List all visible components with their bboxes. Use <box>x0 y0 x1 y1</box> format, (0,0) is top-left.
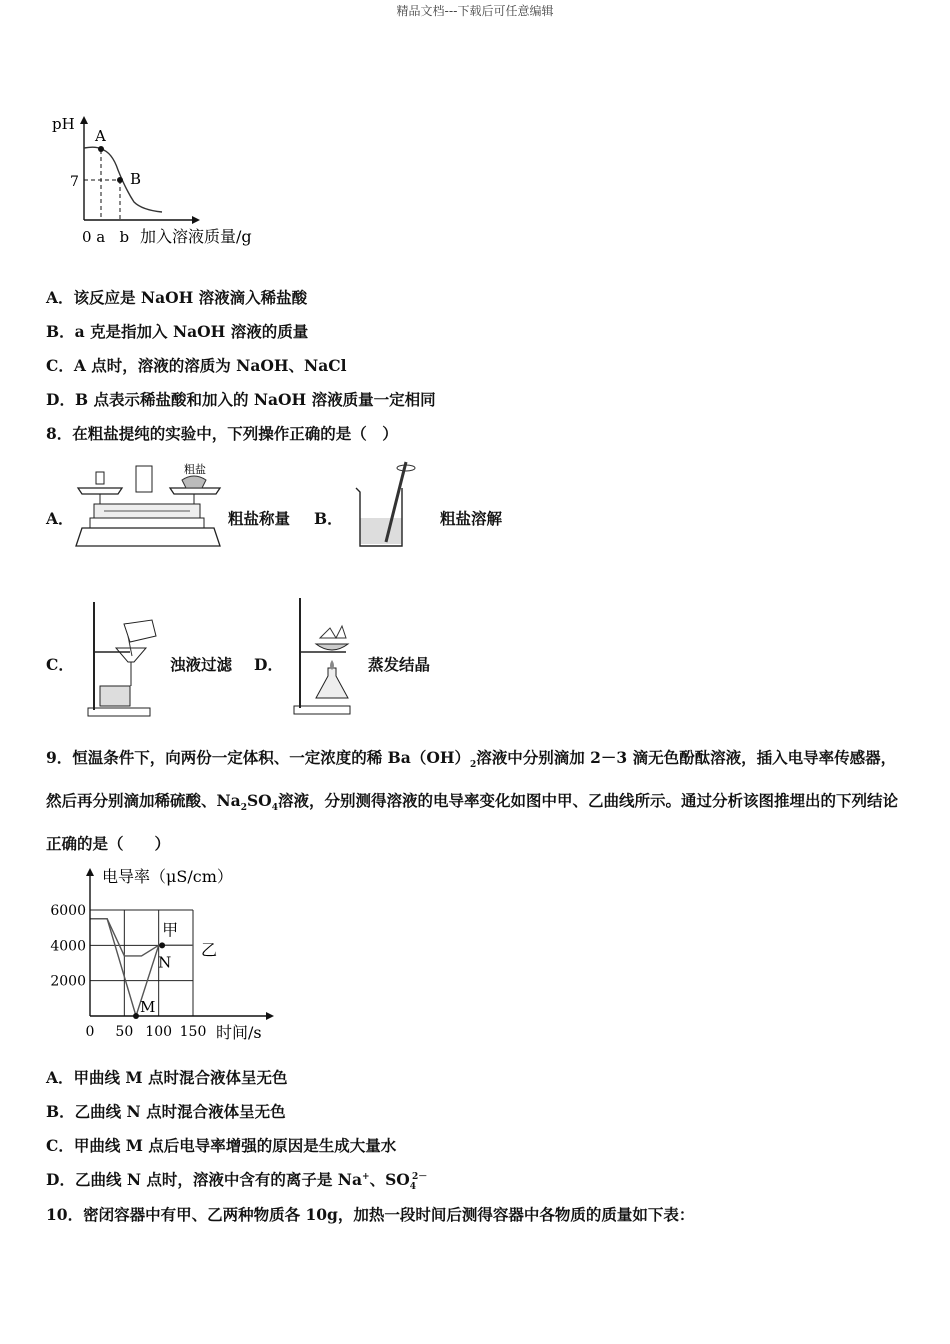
cond-y-arrow <box>86 868 94 876</box>
evaporation-image <box>290 594 362 718</box>
ph-point-a-label: A <box>95 127 106 145</box>
q7-option-b[interactable]: B．a 克是指加入 NaOH 溶液的质量 <box>46 322 309 341</box>
q9-option-b[interactable]: B．乙曲线 N 点时混合液体呈无色 <box>46 1102 286 1121</box>
ph-tick-7: 7 <box>70 174 79 190</box>
x-tick-label: 100 <box>145 1024 173 1040</box>
q8-option-d-caption: 蒸发结晶 <box>368 655 431 674</box>
y-tick-label: 2000 <box>50 973 86 990</box>
series-label-jia: 甲 <box>162 920 179 940</box>
q9-option-a[interactable]: A．甲曲线 M 点时混合液体呈无色 <box>46 1068 288 1087</box>
cond-x-label: 时间/s <box>216 1023 262 1042</box>
left-pan <box>78 488 122 494</box>
ph-x-arrow <box>192 216 200 224</box>
ph-y-arrow <box>80 116 88 124</box>
balance-base <box>76 528 220 546</box>
ph-point-b-label: B <box>130 170 142 188</box>
q8-option-b-caption: 粗盐溶解 <box>440 509 503 528</box>
ph-point-b <box>117 177 123 183</box>
cond-x-arrow <box>266 1012 274 1020</box>
q8-option-d-letter[interactable]: D． <box>254 655 283 674</box>
point-label-M: M <box>140 998 156 1016</box>
balance-salt-label: 粗盐 <box>184 463 206 476</box>
q8-option-b-letter[interactable]: B． <box>314 509 343 528</box>
flame-sparks <box>320 626 346 638</box>
q9-stem: 9．恒温条件下，向两份一定体积、一定浓度的稀 $Ba(OH)_2$溶液中分别滴加 2－3 滴无色酚酞溶液，插入电导率传感器，然后再分别滴加稀硫酸、$Na_2SO_4$溶液，分别测得溶液的电导率变化如图中甲、乙曲线所示。通过分析该图推埋出的下列结论正确的是（ ） <box>46 748 898 854</box>
q8-option-a-caption: 粗盐称量 <box>228 509 291 528</box>
series-label-yi: 乙 <box>201 940 218 960</box>
conductivity-chart <box>44 862 284 1047</box>
q7-option-d[interactable]: D．B 点表示稀盐酸和加入的 NaOH 溶液质量一定相同 <box>46 390 436 409</box>
q9-option-d[interactable]: D．乙曲线 N 点时，溶液中含有的离子是 Na+、$SO_4^{2-}$ <box>46 1170 428 1193</box>
q7-option-c[interactable]: C．A 点时，溶液的溶质为 NaOH、NaCl <box>46 356 347 375</box>
q8-option-c-caption: 浊液过滤 <box>170 655 233 674</box>
x-tick-label: 0 <box>85 1024 95 1040</box>
beam-pillar <box>136 466 152 492</box>
q8-option-a-letter[interactable]: A． <box>46 509 74 528</box>
x-tick-label: 50 <box>115 1024 134 1040</box>
alcohol-lamp <box>316 668 348 698</box>
point-label-N: N <box>158 953 172 972</box>
y-tick-label: 6000 <box>50 902 86 919</box>
point-M <box>133 1013 139 1019</box>
receiving-beaker <box>100 686 130 706</box>
y-tick-label: 4000 <box>50 938 86 955</box>
dissolve-image <box>350 458 416 550</box>
evaporating-dish <box>316 644 348 650</box>
page-header: 精品文档---下载后可任意编辑 <box>396 4 554 18</box>
salt-pile <box>182 476 206 488</box>
filter-image <box>84 596 170 720</box>
q7-option-a[interactable]: A．该反应是 NaOH 溶液滴入稀盐酸 <box>46 288 308 307</box>
weight-icon <box>96 472 104 484</box>
q9-option-c[interactable]: C．甲曲线 M 点后电导率增强的原因是生成大量水 <box>46 1136 397 1155</box>
ph-point-a <box>98 146 104 152</box>
x-tick-label: 150 <box>179 1024 207 1040</box>
q8-stem: 8．在粗盐提纯的实验中，下列操作正确的是（ ） <box>46 424 398 443</box>
cond-y-label: 电导率（μS/cm） <box>102 867 233 886</box>
right-pan <box>170 488 220 494</box>
ph-x-label: 加入溶液质量/g <box>140 227 252 246</box>
stand-base <box>88 708 150 716</box>
evap-stand-base <box>294 706 350 714</box>
ph-x-ticks: 0 a b <box>82 228 130 246</box>
ph-curve <box>84 147 162 212</box>
balance-image <box>74 458 224 550</box>
point-N <box>159 942 165 948</box>
q10-stem: 10．密闭容器中有甲、乙两种物质各 10g，加热一段时间后测得容器中各物质的质量如下表： <box>46 1205 695 1224</box>
ph-y-label: pH <box>52 115 75 133</box>
ph-chart <box>44 110 274 250</box>
q8-option-c-letter[interactable]: C． <box>46 655 74 674</box>
